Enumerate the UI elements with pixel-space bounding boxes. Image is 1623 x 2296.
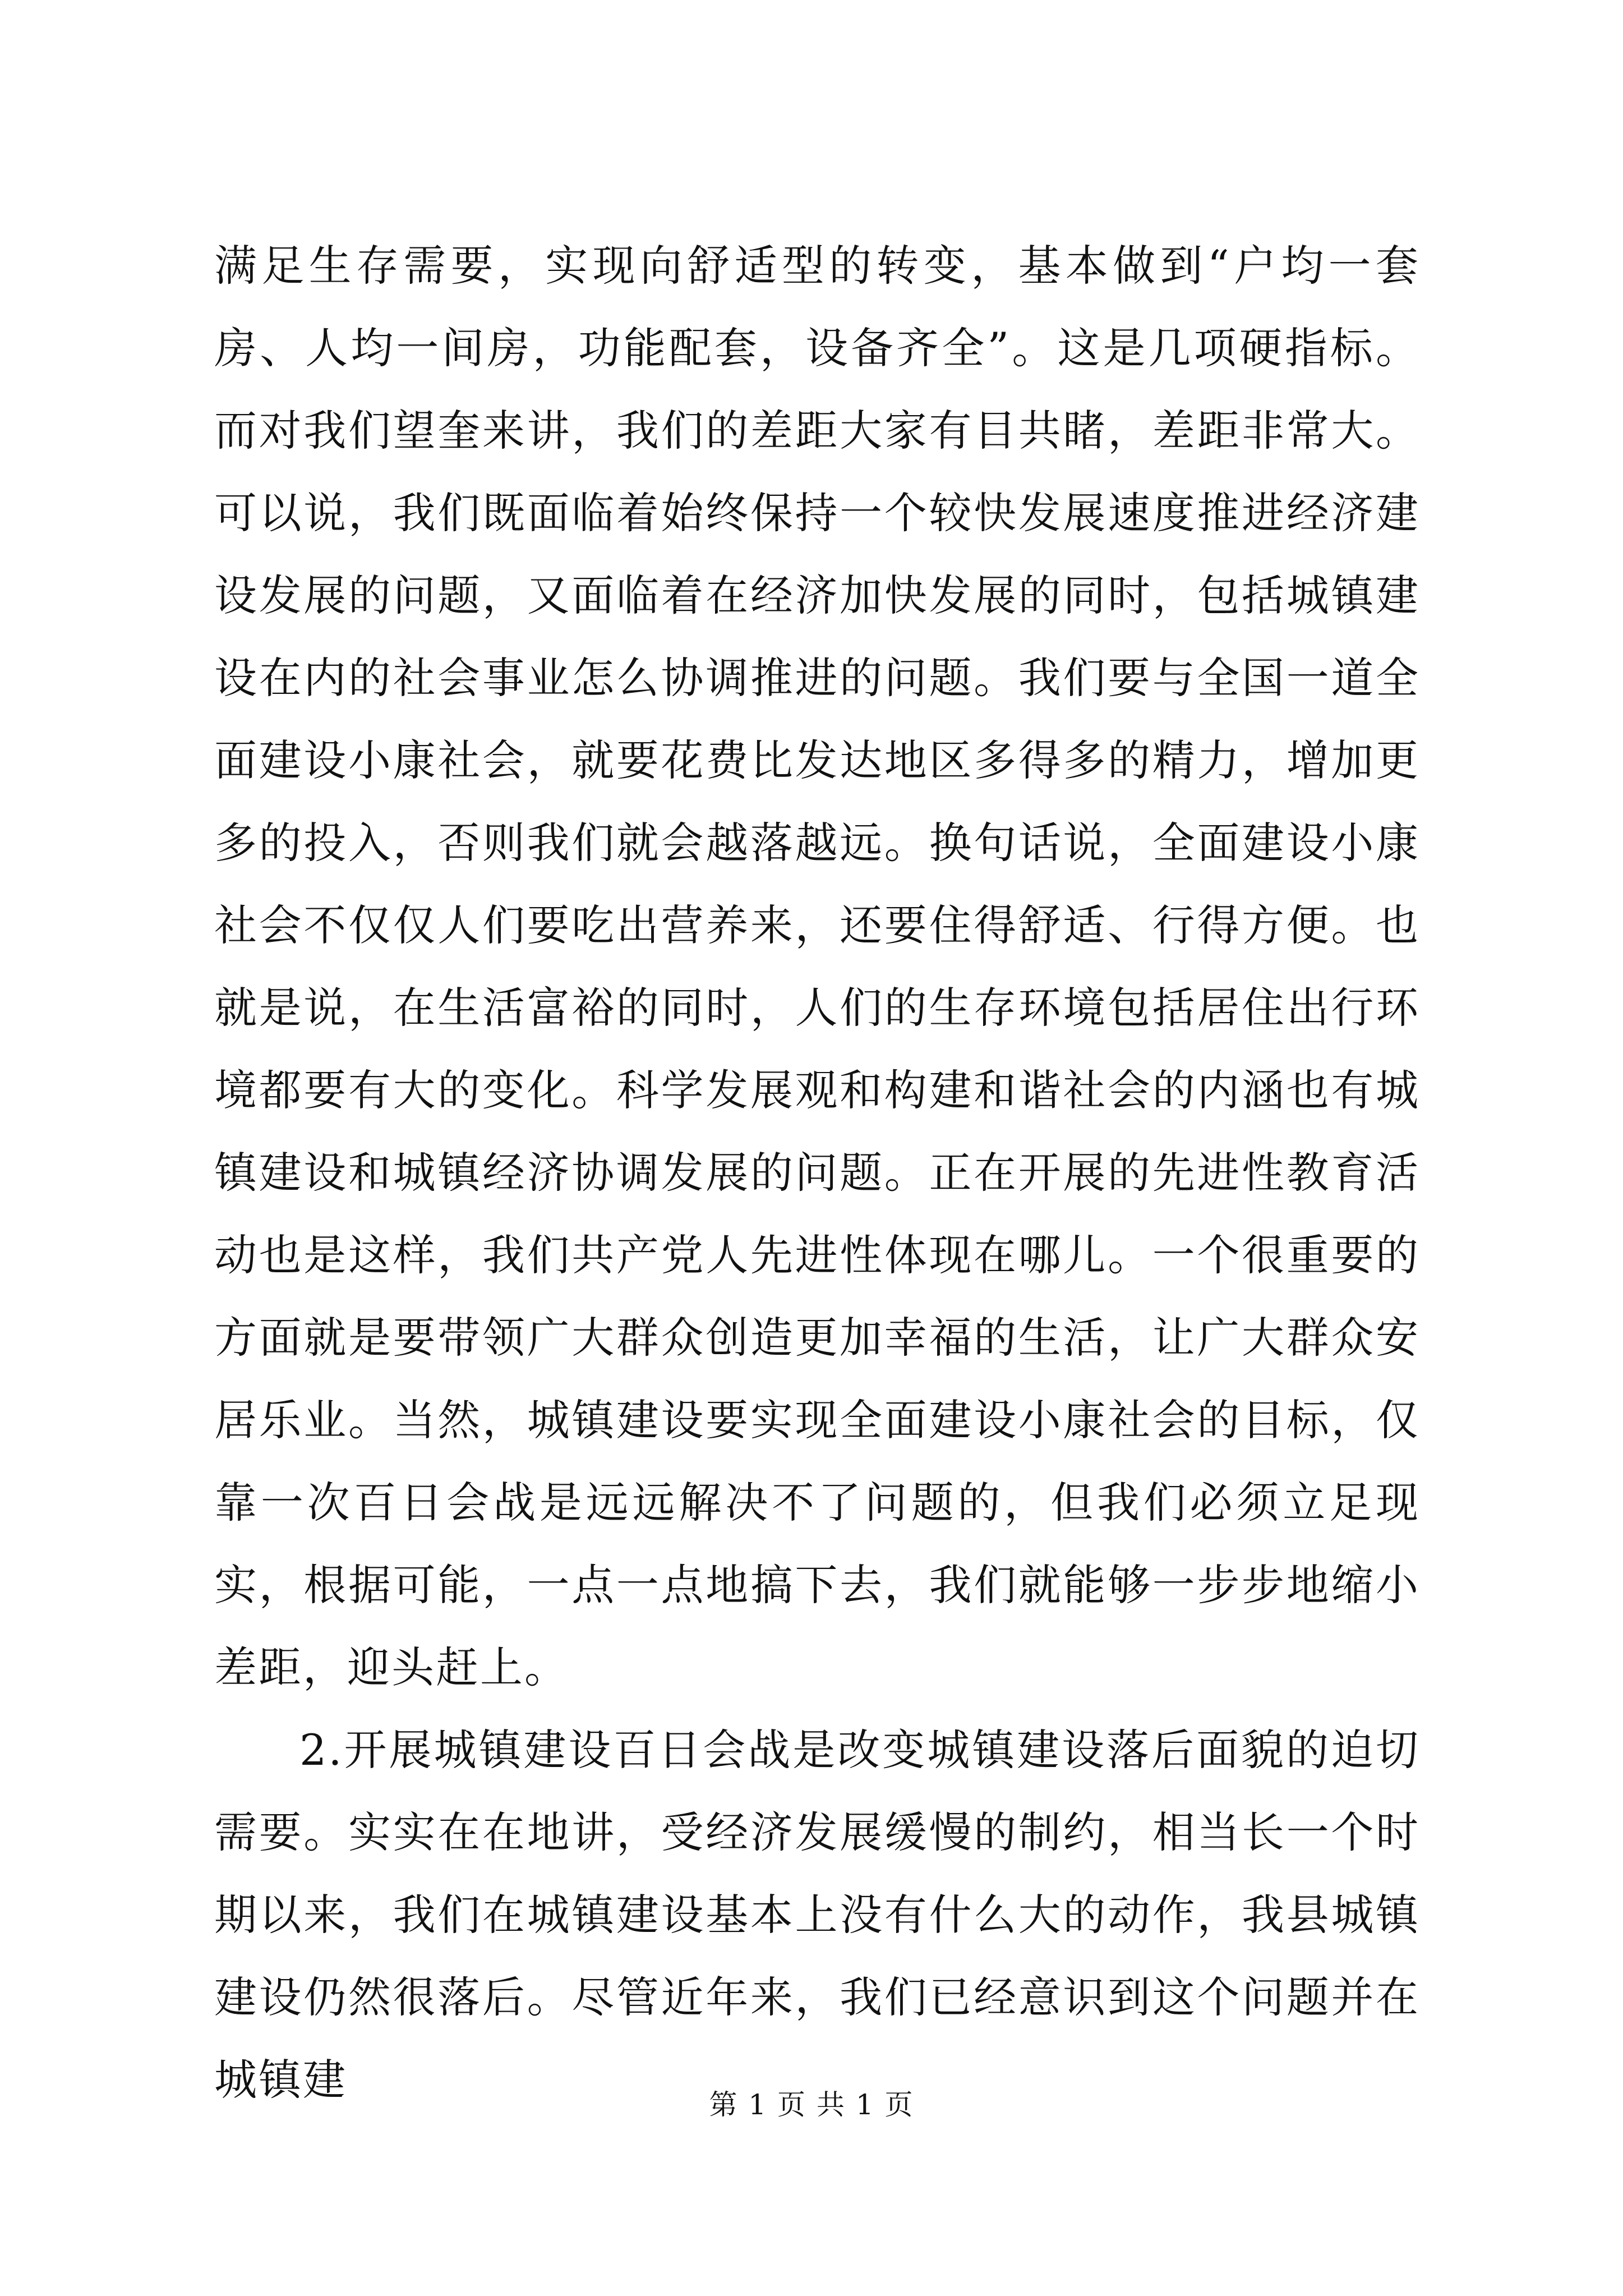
page-footer: 第 1 页 共 1 页: [709, 2088, 914, 2121]
document-body: [214, 224, 1420, 2121]
paragraph-section-2: 2.开展城镇建设百日会战是改变城镇建设落后面貌的迫切需要。实实在在地讲，受经济发展缓慢的制约，相当长一个时期以来，我们在城镇建设基本上没有什么大的动作，我县城镇建设仍然很落后。尽管近年来，我们已经意识到这个问题并在城镇建: [214, 1725, 1420, 2105]
paragraph-continuation: 满足生存需要，实现向舒适型的转变，基本做到“户均一套房、人均一间房，功能配套，设备齐全”。这是几项硬指标。而对我们望奎来讲，我们的差距大家有目共睹，差距非常大。可以说，我们既面临着始终保持一个较快发展速度推进经济建设发展的问题，又面临着在经济加快发展的同时，包括城镇建设在内的社会事业怎么协调推进的问题。我们要与全国一道全面建设小康社会，就要花费比发达地区多得多的精力，增加更多的投入，否则我们就会越落越远。换句话说，全面建设小康社会不仅仅人们要吃出营养来，还要住得舒适、行得方便。也就是说，在生活富裕的同时，人们的生存环境包括居住出行环境都要有大的变化。科学发展观和构建和谐社会的内涵也有城镇建设和城镇经济协调发展的问题。正在开展的先进性教育活动也是这样，我们共产党人先进性体现在哪儿。一个很重要的方面就是要带领广大群众创造更加幸福的生活，让广大群众安居乐业。当然，城镇建设要实现全面建设小康社会的目标，仅靠一次百日会战是远远解决不了问题的，但我们必须立足现实，根据可能，一点一点地搞下去，我们就能够一步步地缩小差距，迎头赶上。: [214, 241, 1420, 1692]
